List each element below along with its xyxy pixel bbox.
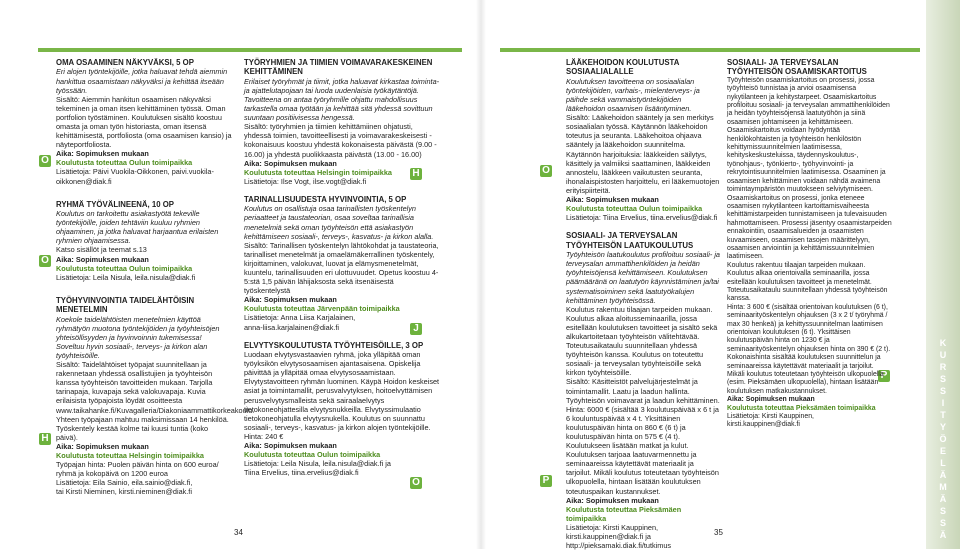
course-title: RYHMÄ TYÖVÄLINEENÄ, 10 OP — [56, 199, 174, 209]
course-intro: Koulutuksen tavoitteena on sosiaalialan työntekijöiden, varhais-, mielenterveys- ja päihde sekä vammaistyöntekijöiden lääkehoidon osaamisen lisääntyminen. — [566, 76, 700, 114]
course-content: Kokonaishinta sisältää koulutuksen suunnittelun ja seminaareissa käytettävät materiaalit ja tarjoilut. Mikäli koulutus toteutetaan työyhteisön ulkopuolella (esim. Pieksämäen ulkopuolella), hintaan lisätään koulutuksen matkakustannukset. — [727, 354, 884, 395]
course-contact: Lisätietoja: Leila Nisula, leila.nisula@diak.fi — [56, 272, 196, 282]
page-number-right: 35 — [714, 528, 723, 537]
side-tab-letter: T — [940, 410, 946, 420]
course-contact: kirsti.kauppinen@diak.fi — [727, 421, 800, 429]
course-price: Työpajan hinta: Puolen päivän hinta on 600 euroa/ ryhmä ja kokopäivä on 1200 euroa — [56, 460, 219, 479]
column-3 — [566, 58, 720, 550]
course-content: Koulutus rakentuu tilaajan tarpeiden mukaan. Koulutus alkaa orientoivalla seminaarilla, jossa esitellään koulutuksen tavoitteet ja menetelmät. Toteutusaikataulu suunnitellaan yhdessä työyhteisön kanssa. — [727, 261, 888, 303]
course-contact: Lisätietoja: Kirsti Kauppinen, kirsti.kauppinen@diak.fi ja — [566, 522, 659, 542]
course-link[interactable]: http://pieksamaki.diak.fi/tutkimus — [566, 541, 672, 550]
course-location: Koulutusta toteuttaa Järvenpään toimipaikka — [244, 304, 400, 314]
course-see-also: Katso sisällöt ja teemat s.13 — [56, 245, 147, 255]
course-title: TARINALLISUUDESTA HYVINVOINTIA, 5 OP — [244, 194, 407, 204]
course-price: Hinta: 3 600 € (sisältää orientoivan koulutuksen (6 t), seminaarityöskentelyn ohjauksen (3 x 2 t/ työryhmä / max 30 henkeä) ja kehittyssuunnitelman laatimisen orientoivan koulutuksen (6 t). Yksittäisen koulutuspäivän hinta on 1230 € ja seminaarityöskentelyn ohjauksen hinta on 390 € (2 t). — [727, 303, 891, 353]
location-badge-oulu: O — [410, 477, 422, 489]
course-intro: Koulutus on osallistuja osaa tarinallisten työskentelyn periaatteet ja taustateorian, osaa soveltaa tarinallisia menetelmiä sekä oman työyhteisön että asiakastyön kehittämiseen sosiaali-, terveys-, kasvatus- ja kirkon alalla. — [244, 204, 434, 241]
side-tab-letter: S — [939, 518, 946, 528]
side-tab-letter: U — [939, 350, 947, 360]
course-content: Sisältö: Käsitteistöt palvelujärjestelmät ja toimintamallit. Laatu ja laadun hallinta. Työyhteisön voimavarat ja laadun kehittäminen. — [566, 377, 720, 405]
course-time: Aika: Sopimuksen mukaan — [566, 495, 659, 505]
location-badge-helsinki: H — [410, 168, 422, 180]
course-title: LÄÄKEHOIDON KOULUTUSTA SOSIAALIALALLE — [566, 58, 680, 77]
side-tab-letter: Y — [939, 422, 946, 432]
side-tab-letter: S — [939, 506, 946, 516]
course-contact: Lisätietoja: Ilse Vogt, ilse.vogt@diak.fi — [244, 176, 367, 186]
course-content: Työyhteisön osaamiskartoitus on prosessi, jossa työyhteisö tunnistaa ja arvioi osaamisensa nykytilanteen ja kehitystarpeet. Osaamiskartoitus profiloituu sosiaali- ja terveysalan ammattihenkilöiden ja heidän työyhteisöjensä laatutyöhön ja siinä osaamisen johtamiseen ja kehittämiseen. Osaamiskartoitus voidaan hyödyntää henkilökohtaisten ja työyhteisön henkilöstön kehittymissuunnitelmien laatimisessa, kehityskeskusteluissa, täydennyskoulutus-, työnohjaus-, työnkierto-, työhyvinvointi- ja rekrytointisuunnitelmien laatimisessa. Osaaminen ja osaamisen kehittäminen voidaan nähdä avaimena toimintaympäristön muutokseen selviytymiseen. Osaamiskartoitus on prosessi, jonka eteneee osaamisen nykytilanteen kartoittamisvaiheesta kehittämistarpeiden tunnistamiseen ja tulevaisuuden hahmottamiseen. Prosessi jäsentyy osaamistarpeiden ennakointiin, osaamisalueiden ja osaamisten kuvaamiseen, osaamisen tasojen määrittelyyn, osaamisen arviointiin ja kehittämissuunnitelmien laatimiseen. — [727, 76, 892, 261]
course-time: Aika: Sopimuksen mukaan — [566, 195, 659, 205]
page-number-left: 34 — [234, 528, 243, 537]
course-time: Aika: Sopimuksen mukaan — [244, 295, 337, 305]
course-contact: Lisätietoja: Päivi Vuokila-Oikkonen, paivi.vuokila-oikkonen@diak.fi — [56, 167, 214, 186]
side-tab-letter: K — [939, 338, 947, 348]
course-location: Koulutusta toteuttaa Oulun toimipaikka — [566, 204, 703, 214]
location-badge-jarvenpaa: J — [410, 323, 422, 335]
course-title: ELVYTYSKOULUTUSTA TYÖYHTEISÖILLE, 3 OP — [244, 340, 424, 350]
course-location: Koulutusta toteuttaa Pieksämäen toimipaikka — [727, 404, 876, 412]
course-title: TYÖHYVINVOINTIA TAIDELÄHTÖISIN MENETELMIN — [56, 295, 195, 315]
side-tab-letter: Ö — [939, 434, 947, 444]
right-page-top-rule — [500, 48, 920, 52]
location-badge-helsinki: H — [39, 433, 51, 445]
course-intro: Koekole taidelähtöisten menetelmien käyttöä ryhmätyön muotona työntekijöiden ja työyhteisöjen yhteisöllisyyden ja hyvinvoinnin tukemisessa! Soveltuu hyvin sosiaali-, terveys- ja kirkon alan työyhteisöille. — [56, 314, 220, 360]
course-content: Sisältö: Tarinallisen työskentelyn lähtökohdat ja taustateoria, tarinalliset menetelmät ja omaelämäkerrallinen työskentely, kirjoittaminen, valokuvat, luovat ja elämysmenetelmät, kuuntelu, tarinallisuuden eri ulottuvuudet. Opetus koostuu 4-5:stä 1,5 päivän lähijaksosta sekä itsenäisestä työskentelystä — [244, 240, 439, 296]
course-time: Aika: Sopimuksen mukaan — [56, 254, 149, 264]
course-title: OMA OSAAMINEN NÄKYVÄKSI, 5 OP — [56, 58, 194, 67]
column-4 — [727, 58, 893, 430]
course-title: SOSIAALI- JA TERVEYSALAN TYÖYHTEISÖN OSAAMISKARTOITUS — [727, 58, 867, 77]
course-contact: Lisätietoja: Eila Sainio, eila.sainio@diak.fi, — [56, 478, 193, 488]
side-tab-letter: Ä — [939, 530, 947, 540]
location-badge-pieksamaki: P — [540, 475, 552, 487]
course-location: Koulutusta toteuttaa Oulun toimipaikka — [244, 450, 381, 460]
course-contact: Lisätietoja: Anna Liisa Karjalainen, — [244, 313, 356, 323]
course-time: Aika: Sopimuksen mukaan — [244, 158, 337, 168]
side-tab-letter: Ä — [939, 494, 947, 504]
side-tab-letter: L — [940, 458, 946, 468]
column-2 — [244, 58, 440, 477]
column-1 — [56, 58, 255, 497]
course-intro: Eri alojen työntekijöille, jotka haluavat tehdä aiemmin hankittua osaamistaan näkyväksi ja kehittää itseään työssään. — [56, 67, 228, 95]
side-tab-letter: I — [941, 398, 945, 408]
course-time: Aika: Sopimuksen mukaan — [727, 396, 815, 404]
page-fold — [476, 0, 486, 549]
location-badge-pieksamaki: P — [878, 370, 890, 382]
course-content: Luodaan elvytysvastaavien ryhmä, joka ylläpitää oman työyksikön elvytysosaamisen ajantasaisena. Opiskelija päivittää ja ylläpitää omaa elvytysosaamistaan. Elvytystavoitteen ryhmän luominen. Käypä Hoidon keskeiset asiat ja toimintamallit, perusvalvytyksen, hoitoelvyttämisen perusvelvytysmalleista sekä sairaalaelvytys tietokoneohjattesilla elvytysnukkeilla. Elvytyssimulaatio tietokoneohjatulla elvytysnukella. Koulutus on suunnattu sosiaali-, terveys-, kasvatus- ja kirkon alojen työntekijöille. — [244, 350, 440, 432]
side-tab-letter: Ä — [939, 470, 947, 480]
course-location: Koulutusta toteuttaa Oulun toimipaikka — [56, 263, 193, 273]
side-tab-letter: E — [939, 446, 946, 456]
course-content: Sisältö: Taidelähtöiset työpajat suunnitellaan ja rakennetaan yhdessä osallistujien ja työyhteisön kanssa työyhteisön tavoitteiden mukaan. Tarjolla tarinapaja, kuvapaja sekä valokuvapaja. Kuvia erilaisista työpajoista löydät osoitteesta www.taikahanke.fi/Kuvagalleria/Diakoniaammattikorkeakoulu. Yhteen työpajaan mahtuu maksimissaan 14 henkilöä. Työskentely kestää kolme tai kuusi tuntia (koko päivä). — [56, 360, 255, 442]
course-contact: Lisätietoja: Tiina Ervelius, tiina.ervelius@diak.fi — [566, 213, 718, 223]
side-tab-letter: M — [939, 482, 947, 492]
course-location: Koulutusta toteuttaa Helsingin toimipaikka — [56, 451, 204, 460]
course-contact: Tiina Ervelius, tiina.ervelius@diak.fi — [244, 468, 359, 478]
course-content: Sisältö: Lääkehoidon sääntely ja sen merkitys sosiaalialan työssä. Käytännön lääkehoidon toteutus ja seuranta. Lääkehoitoa ohjaava sääntely ja lääkehoidon suunnitelma. Käytännön harjoituksia: lääkkeiden säilytys, käsittely ja valmiiksi saattaminen, lääkkeiden annostelu, lääkkeen vaikutusten seuranta, ihonalaispistosten harjoittelu, eri lääkemuotojen erityispiirteitä. — [566, 113, 720, 195]
course-time: Aika: Sopimuksen mukaan — [244, 441, 337, 450]
side-tab-letter: R — [939, 362, 947, 372]
course-price: Hinta: 6000 € (sisältää 3 koulutuspäivää x 6 t ja 6 kouluntuspäivää x 4 t. Yksittäinen koulutuspäivän hinta on 860 € (6 t) ja koulutuspäivän hinta on 575 € (4 t). Koulutukseen lisätään matkat ja kulut. Koulutuksen tarjoaa laatuvarmennettu ja seminaareissa käytettävät materiaalit ja tarjoilut. Mikäli koulutus toteutetaan työyhteisön ulkopuolella, hintaan lisätään koulutuksen toteutuspaikan kustannukset. — [566, 404, 719, 496]
course-intro: Työyhteisön laatukoulutus profiloituu sosiaali- ja terveysalan ammattihenkilöiden ja heidän työyhteisöjensä kehittämiseen. Koulutuksen päämääränä on laatutyön käynnistäminen ja/tai systematisoiminen sekä laatutyökalujen kehittäminen työyhteisössä. — [566, 250, 720, 305]
course-content: Sisältö: työryhmien ja tiimien kehittämiinen ohjatusti, yhdessä toimien, tavoitteellisesti ja voimavarakeskeisesti -kokonaisuus koostuu yhdestä kokonaisesta päivästä (9.00 - 16.00) ja yhdestä puolikkaasta päivästä (13.00 - 16.00) — [244, 122, 437, 159]
course-title: SOSIAALI- JA TERVEYSALAN TYÖYHTEISÖN LAATUKOULUTUS — [566, 231, 694, 250]
course-contact: Lisätietoja: Kirsti Kauppinen, — [727, 413, 814, 421]
left-page-top-rule — [38, 48, 462, 52]
course-content: Koulutus rakentuu tilaajan tarpeiden mukaan. Koulutus alkaa aloitusseminaarilla, jossa esitellään koulutuksen tavoitteet ja sisältö sekä alkukartoitetaan työyhteisön välitehtävää. Toteutusaikataulu suunnitellaan yhdessä työyhteisön kanssa. Koulutus on toteutettu sosiaali- ja terveysalan työyhteisöille sekä kirkon työyhteisöille. — [566, 304, 718, 378]
course-price: Hinta: 240 € — [244, 431, 284, 441]
location-badge-oulu: O — [39, 255, 51, 267]
course-location: Koulutusta toteuttaa Helsingin toimipaikka — [244, 167, 392, 177]
course-time: Aika: Sopimuksen mukaan — [56, 441, 149, 451]
course-content: Sisältö: Aiemmin hankitun osaamisen näkyväksi tekeminen ja oman itsen kehittäminen työssä. Oman portfolion työstäminen. Koulutuksen sisältö koostuu omasta ja oman työn historiasta, oman itsensä kehittämisestä, portfoliosta (oma osaamisen kansio) ja näyteportfoliosta. — [56, 94, 232, 150]
course-contact: anna-liisa.karjalainen@diak.fi — [244, 322, 340, 332]
course-title: TYÖRYHMIEN JA TIIMIEN VOIMAVARAKESKEINEN KEHITTÄMINEN — [244, 58, 433, 77]
course-location: Koulutusta toteuttaa Oulun toimipaikka — [56, 158, 193, 168]
course-contact: Lisätietoja: Leila Nisula, leila.nisula@diak.fi ja — [244, 459, 391, 469]
course-contact: tai Kirsti Nieminen, kirsti.nieminen@diak.fi — [56, 487, 192, 497]
location-badge-oulu: O — [540, 165, 552, 177]
side-tab-letter: S — [939, 386, 946, 396]
course-intro: Erilaiset työryhmät ja tiimit, jotka haluavat kirkastaa toiminta- ja ajattelutapojaan tai luoda uudenlaisia työkäytäntöjä. Tavoitteena on antaa työryhmille ohjattu mahdollisuus tarkastella omaa työtään ja kehittää sitä yhdessä sovittuun suuntaan positiivisessa hengessä. — [244, 76, 440, 123]
course-intro: Koulutus on tarkoitettu asiakastyötä tekeville työntekijöille, joiden tehtäviin kuuluu ryhmien ohjaaminen, ja jotka haluavat harjaantua erilaisten ryhmien ohjaamisessa. — [56, 209, 219, 246]
course-time: Aika: Sopimuksen mukaan — [56, 149, 149, 159]
location-badge-oulu: O — [39, 155, 51, 167]
side-tab-letter: S — [939, 374, 946, 384]
course-location: Koulutusta toteuttaa Pieksämäen toimipaikka — [566, 504, 682, 523]
